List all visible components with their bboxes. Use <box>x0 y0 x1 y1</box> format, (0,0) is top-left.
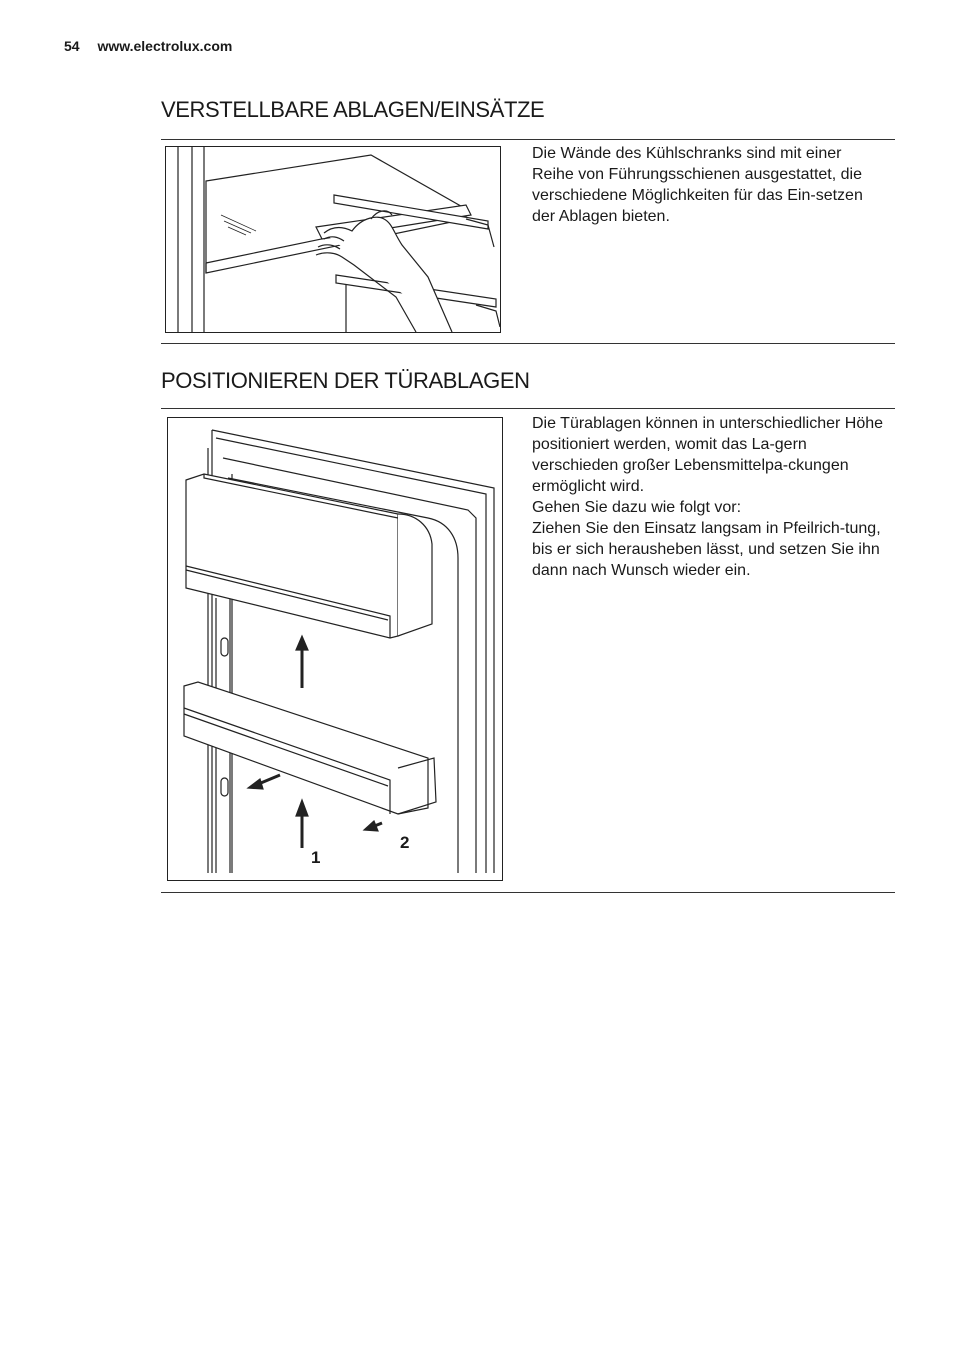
page-header <box>64 38 232 54</box>
section-title-shelves: VERSTELLBARE ABLAGEN/EINSÄTZE <box>161 97 545 122</box>
paragraph-instruction: Ziehen Sie den Einsatz langsam in Pfeilrich-tung, bis er sich herausheben lässt, und setzen Sie ihn dann nach Wunsch wieder ein. <box>532 520 881 579</box>
shelf-illustration <box>165 146 501 333</box>
website-link[interactable]: www.electrolux.com <box>97 38 233 54</box>
step-label-1: 1 <box>311 848 321 867</box>
section-rule-middle <box>161 343 895 344</box>
section-rule-door-top <box>161 408 895 409</box>
page-number: 54 <box>64 38 80 54</box>
step-label-2: 2 <box>400 833 410 852</box>
section-title-door-shelves: POSITIONIEREN DER TÜRABLAGEN <box>161 368 530 393</box>
section-rule-top <box>161 139 895 140</box>
section1-description: Die Wände des Kühlschranks sind mit einer Reihe von Führungsschienen ausgestattet, die verschiedene Möglichkeiten für das Ein-setzen der Ablagen bieten. <box>532 145 863 225</box>
paragraph-steps-heading: Gehen Sie dazu wie folgt vor: <box>532 499 742 516</box>
section-rule-bottom <box>161 892 895 893</box>
door-shelf-illustration <box>167 417 503 881</box>
paragraph-intro: Die Türablagen können in unterschiedlicher Höhe positioniert werden, womit das La-gern verschieden großer Lebensmittelpa-ckungen ermöglicht wird. <box>532 415 884 495</box>
section2-description <box>532 413 884 581</box>
